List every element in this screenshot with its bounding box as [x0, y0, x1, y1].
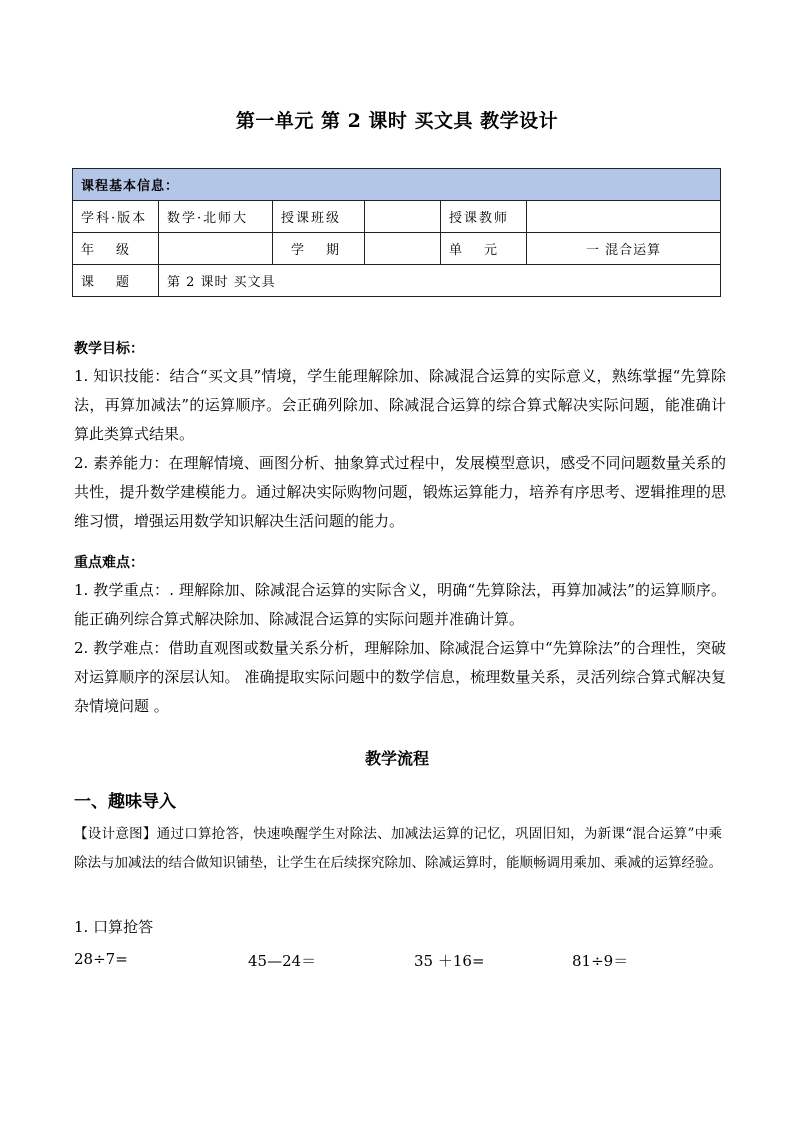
difficulty-item: 2. 教学难点：借助直观图或数量关系分析，理解除加、除减混合运算中“先算除法”的合理性，突破对运算顺序的深层认知。 准确提取实际问题中的数学信息，梳理数量关系，灵活列综合算式解决复杂情境问题 。: [74, 639, 726, 715]
term-label: 学期: [273, 233, 365, 265]
topic-label: 课题: [73, 265, 159, 297]
class-value: [365, 201, 441, 233]
info-table-row: [73, 233, 721, 265]
calc-item: 35 ＋16=: [414, 952, 485, 970]
info-table-row: [73, 201, 721, 233]
subject-label: 学科·版本: [73, 201, 159, 233]
info-table-header: 课程基本信息：: [73, 169, 721, 201]
unit-label: 单元: [441, 233, 527, 265]
goal-item-ability: 2. 素养能力：在理解情境、画图分析、抽象算式过程中，发展模型意识，感受不同问题数量关系的共性，提升数学建模能力。通过解决实际购物问题，锻炼运算能力，培养有序思考、逻辑推理的思维习惯，增强运用数学知识解决生活问题的能力。: [74, 454, 726, 530]
teaching-flow-title: 教学流程: [364, 749, 429, 768]
teaching-goals-section: [74, 336, 726, 536]
topic-value: 第 2 课时 买文具: [159, 265, 721, 297]
unit-value: 一 混合运算: [527, 233, 721, 265]
class-label: 授课班级: [273, 201, 365, 233]
goal-item-knowledge: 1. 知识技能：结合“买文具”情境，学生能理解除加、除减混合运算的实际意义，熟练掌握“先算除法，再算加减法”的运算顺序。会正确列除加、除减混合运算的综合算式解决实际问题，能准确计算此类算式结果。: [74, 367, 726, 443]
teacher-value: [527, 201, 721, 233]
info-table-header-row: [73, 169, 721, 201]
grade-label: 年级: [73, 233, 159, 265]
key-points-heading: 重点难点：: [74, 555, 144, 571]
calc-item: 28÷7=: [74, 950, 128, 968]
part-one-heading: 一、趣味导入: [74, 792, 176, 812]
term-value: [365, 233, 441, 265]
calc-item: 45—24＝: [248, 952, 317, 970]
design-intent-paragraph: 【设计意图】通过口算抢答，快速唤醒学生对除法、加减法运算的记忆，巩固旧知，为新课“混合运算”中乘除法与加减法的结合做知识铺垫，让学生在后续探究除加、除减运算时，能顺畅调用乘加、乘减的运算经验。: [74, 826, 722, 871]
teaching-goals-heading: 教学目标：: [74, 341, 144, 357]
subject-value: 数学·北师大: [159, 201, 273, 233]
key-points-section: [74, 550, 726, 721]
grade-value: [159, 233, 273, 265]
key-point-item: 1. 教学重点：. 理解除加、除减混合运算的实际含义，明确“先算除法，再算加减法”的运算顺序。能正确列综合算式解决除加、除减混合运算的实际问题并准确计算。: [74, 581, 726, 628]
oral-calc-heading: 1. 口算抢答: [74, 918, 154, 936]
calc-item: 81÷9＝: [572, 952, 629, 970]
course-info-table: [72, 168, 721, 297]
document-title: 第一单元 第 2 课时 买文具 教学设计: [235, 110, 559, 132]
info-table-row: [73, 265, 721, 297]
teacher-label: 授课教师: [441, 201, 527, 233]
